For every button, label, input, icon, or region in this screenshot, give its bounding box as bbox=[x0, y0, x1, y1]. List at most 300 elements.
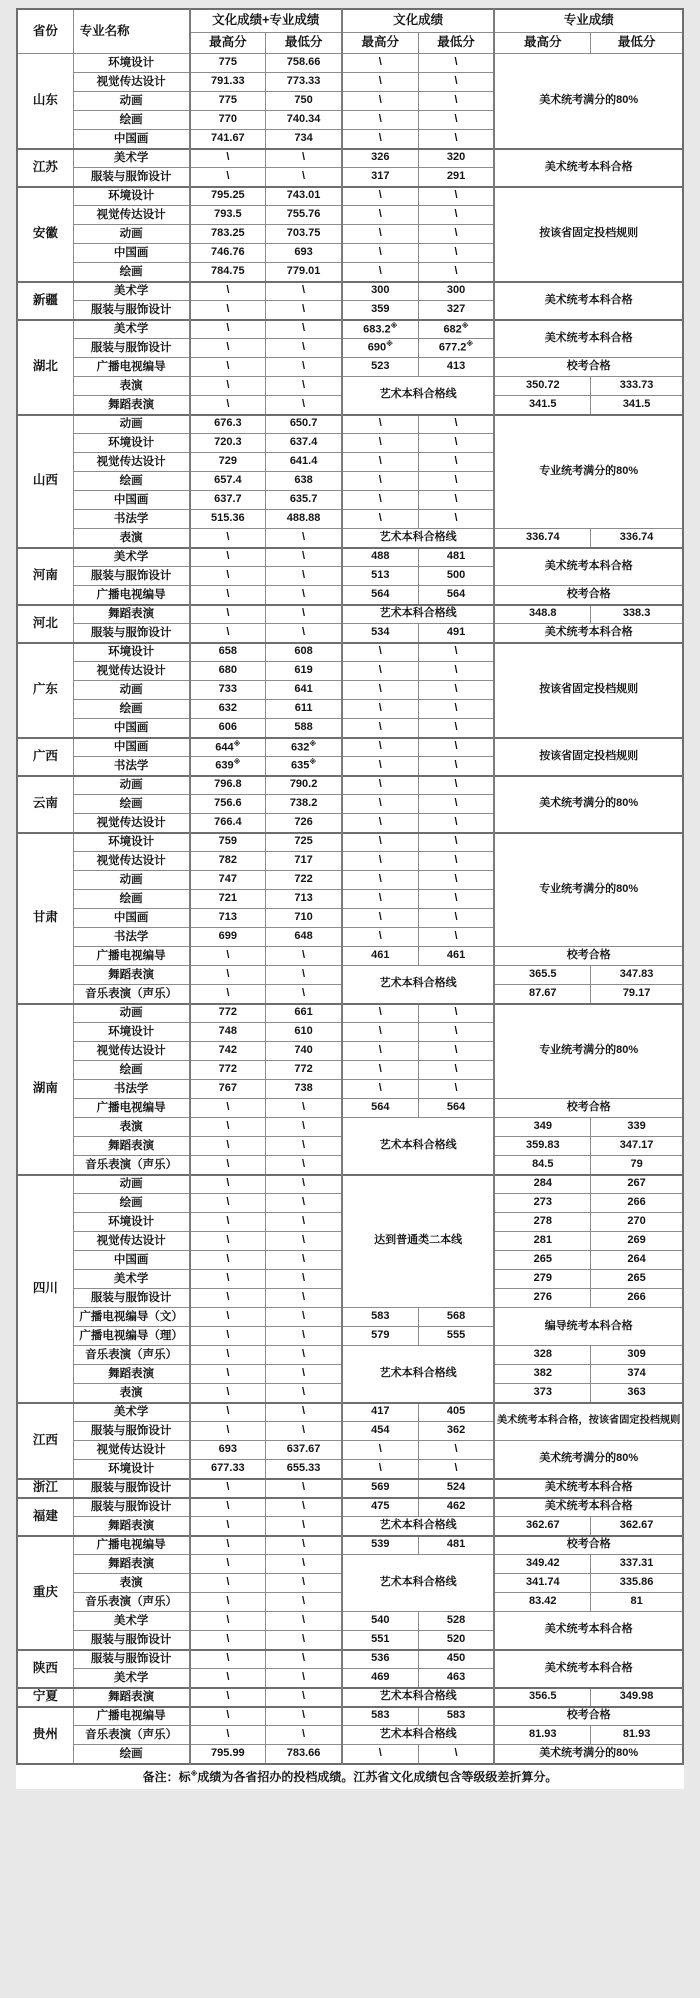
culture-high-cell: \ bbox=[342, 757, 418, 776]
merged-culture-note-cell: 艺术本科合格线 bbox=[342, 605, 494, 624]
culture-low-cell: \ bbox=[418, 833, 494, 852]
major-low-cell: 349.98 bbox=[591, 1688, 683, 1707]
culture-high-cell: 488 bbox=[342, 548, 418, 567]
culture-low-cell: \ bbox=[418, 1004, 494, 1023]
major-name-cell: 中国画 bbox=[73, 738, 189, 757]
combined-high-cell: 693 bbox=[190, 1441, 266, 1460]
combined-high-cell: \ bbox=[190, 282, 266, 301]
culture-low-cell: \ bbox=[418, 415, 494, 434]
culture-low-cell: \ bbox=[418, 738, 494, 757]
culture-high-cell: \ bbox=[342, 54, 418, 73]
combined-low-cell: \ bbox=[266, 1612, 342, 1631]
combined-high-cell: 767 bbox=[190, 1080, 266, 1099]
province-major-note-cell: 专业统考满分的80% bbox=[494, 833, 683, 947]
major-low-cell: 79.17 bbox=[591, 985, 683, 1004]
major-name-cell: 动画 bbox=[73, 681, 189, 700]
culture-high-cell: 683.2※ bbox=[342, 320, 418, 339]
combined-high-cell: 796.8 bbox=[190, 776, 266, 795]
major-note-cell: 美术统考本科合格 bbox=[494, 1479, 683, 1498]
combined-high-cell: 676.3 bbox=[190, 415, 266, 434]
major-name-cell: 中国画 bbox=[73, 719, 189, 738]
culture-low-cell: \ bbox=[418, 700, 494, 719]
table-row bbox=[17, 1004, 683, 1023]
combined-low-cell: \ bbox=[266, 1517, 342, 1536]
major-low-cell: 374 bbox=[591, 1365, 683, 1384]
combined-high-cell: 742 bbox=[190, 1042, 266, 1061]
major-low-cell: 336.74 bbox=[591, 529, 683, 548]
culture-high-cell: \ bbox=[342, 111, 418, 130]
major-name-cell: 动画 bbox=[73, 1004, 189, 1023]
culture-low-cell: \ bbox=[418, 187, 494, 206]
culture-high-cell: 300 bbox=[342, 282, 418, 301]
major-name-cell: 视觉传达设计 bbox=[73, 814, 189, 833]
culture-high-cell: \ bbox=[342, 73, 418, 92]
culture-low-cell: \ bbox=[418, 852, 494, 871]
culture-high-cell: 579 bbox=[342, 1327, 418, 1346]
major-name-cell: 广播电视编导 bbox=[73, 358, 189, 377]
major-name-cell: 美术学 bbox=[73, 149, 189, 168]
culture-low-cell: \ bbox=[418, 130, 494, 149]
combined-high-cell: \ bbox=[190, 548, 266, 567]
major-name-cell: 视觉传达设计 bbox=[73, 1232, 189, 1251]
combined-high-cell: 791.33 bbox=[190, 73, 266, 92]
major-name-cell: 环境设计 bbox=[73, 833, 189, 852]
culture-low-cell: \ bbox=[418, 662, 494, 681]
combined-low-cell: \ bbox=[266, 624, 342, 643]
major-low-cell: 338.3 bbox=[591, 605, 683, 624]
footer-text: 成绩为各省招办的投档成绩。江苏省文化成绩包含等级级差折算分。 bbox=[197, 1769, 558, 1784]
combined-high-cell: 733 bbox=[190, 681, 266, 700]
culture-low-cell: 450 bbox=[418, 1650, 494, 1669]
table-row bbox=[17, 1441, 683, 1460]
culture-low-cell: 520 bbox=[418, 1631, 494, 1650]
header-combined-high: 最高分 bbox=[190, 33, 266, 54]
combined-low-cell: \ bbox=[266, 1099, 342, 1118]
combined-low-cell: \ bbox=[266, 168, 342, 187]
combined-low-cell: \ bbox=[266, 1650, 342, 1669]
combined-high-cell: \ bbox=[190, 1555, 266, 1574]
major-low-cell: 363 bbox=[591, 1384, 683, 1403]
culture-low-cell: 564 bbox=[418, 586, 494, 605]
major-low-cell: 266 bbox=[591, 1194, 683, 1213]
combined-low-cell: 619 bbox=[266, 662, 342, 681]
combined-low-cell: 610 bbox=[266, 1023, 342, 1042]
major-name-cell: 服装与服饰设计 bbox=[73, 339, 189, 358]
combined-high-cell: \ bbox=[190, 1175, 266, 1194]
culture-low-cell: \ bbox=[418, 263, 494, 282]
combined-low-cell: \ bbox=[266, 396, 342, 415]
culture-low-cell: \ bbox=[418, 795, 494, 814]
combined-low-cell: \ bbox=[266, 149, 342, 168]
combined-high-cell: \ bbox=[190, 1498, 266, 1517]
major-name-cell: 美术学 bbox=[73, 1612, 189, 1631]
table-row bbox=[17, 1517, 683, 1536]
major-name-cell: 美术学 bbox=[73, 1270, 189, 1289]
combined-low-cell: \ bbox=[266, 947, 342, 966]
combined-high-cell: 741.67 bbox=[190, 130, 266, 149]
major-high-cell: 350.72 bbox=[494, 377, 590, 396]
table-row bbox=[17, 738, 683, 757]
combined-high-cell: 759 bbox=[190, 833, 266, 852]
major-low-cell: 81.93 bbox=[591, 1726, 683, 1745]
culture-low-cell: 568 bbox=[418, 1308, 494, 1327]
culture-low-cell: 461 bbox=[418, 947, 494, 966]
major-high-cell: 365.5 bbox=[494, 966, 590, 985]
culture-high-cell: \ bbox=[342, 1061, 418, 1080]
major-name-cell: 音乐表演（声乐） bbox=[73, 1346, 189, 1365]
culture-high-cell: 326 bbox=[342, 149, 418, 168]
major-note-cell: 校考合格 bbox=[494, 1099, 683, 1118]
merged-culture-note-cell: 艺术本科合格线 bbox=[342, 1118, 494, 1175]
culture-high-cell: \ bbox=[342, 1080, 418, 1099]
combined-low-cell: 611 bbox=[266, 700, 342, 719]
province-cell: 浙江 bbox=[17, 1479, 73, 1498]
combined-low-cell: \ bbox=[266, 1726, 342, 1745]
table-row bbox=[17, 833, 683, 852]
combined-low-cell: \ bbox=[266, 1175, 342, 1194]
major-name-cell: 舞蹈表演 bbox=[73, 1137, 189, 1156]
combined-low-cell: 725 bbox=[266, 833, 342, 852]
combined-low-cell: \ bbox=[266, 1213, 342, 1232]
combined-low-cell: \ bbox=[266, 567, 342, 586]
major-name-cell: 中国画 bbox=[73, 130, 189, 149]
combined-low-cell: 632※ bbox=[266, 738, 342, 757]
major-name-cell: 舞蹈表演 bbox=[73, 1365, 189, 1384]
culture-high-cell: 583 bbox=[342, 1707, 418, 1726]
combined-high-cell: \ bbox=[190, 358, 266, 377]
major-high-cell: 265 bbox=[494, 1251, 590, 1270]
major-name-cell: 绘画 bbox=[73, 1061, 189, 1080]
major-name-cell: 书法学 bbox=[73, 510, 189, 529]
combined-high-cell: 747 bbox=[190, 871, 266, 890]
major-name-cell: 绘画 bbox=[73, 700, 189, 719]
province-major-note-cell: 美术统考本科合格 bbox=[494, 282, 683, 320]
combined-low-cell: 738 bbox=[266, 1080, 342, 1099]
culture-high-cell: \ bbox=[342, 909, 418, 928]
culture-low-cell: 481 bbox=[418, 548, 494, 567]
combined-low-cell: \ bbox=[266, 282, 342, 301]
culture-high-cell: 539 bbox=[342, 1536, 418, 1555]
major-name-cell: 环境设计 bbox=[73, 434, 189, 453]
culture-high-cell: \ bbox=[342, 662, 418, 681]
culture-low-cell: \ bbox=[418, 510, 494, 529]
culture-low-cell: 682※ bbox=[418, 320, 494, 339]
major-high-cell: 284 bbox=[494, 1175, 590, 1194]
major-low-cell: 333.73 bbox=[591, 377, 683, 396]
combined-high-cell: 795.99 bbox=[190, 1745, 266, 1764]
major-note-cell: 校考合格 bbox=[494, 358, 683, 377]
merged-culture-note-cell: 艺术本科合格线 bbox=[342, 966, 494, 1004]
combined-high-cell: \ bbox=[190, 168, 266, 187]
major-name-cell: 绘画 bbox=[73, 1194, 189, 1213]
major-name-cell: 动画 bbox=[73, 1175, 189, 1194]
header-province: 省份 bbox=[17, 9, 73, 54]
major-high-cell: 336.74 bbox=[494, 529, 590, 548]
combined-low-cell: 790.2 bbox=[266, 776, 342, 795]
major-low-cell: 347.17 bbox=[591, 1137, 683, 1156]
combined-high-cell: \ bbox=[190, 624, 266, 643]
culture-low-cell: \ bbox=[418, 453, 494, 472]
major-name-cell: 视觉传达设计 bbox=[73, 662, 189, 681]
major-name-cell: 视觉传达设计 bbox=[73, 453, 189, 472]
combined-high-cell: \ bbox=[190, 339, 266, 358]
combined-low-cell: 641 bbox=[266, 681, 342, 700]
province-cell: 广西 bbox=[17, 738, 73, 776]
combined-low-cell: \ bbox=[266, 1574, 342, 1593]
major-low-cell: 335.86 bbox=[591, 1574, 683, 1593]
major-name-cell: 服装与服饰设计 bbox=[73, 567, 189, 586]
culture-high-cell: 551 bbox=[342, 1631, 418, 1650]
table-row bbox=[17, 1099, 683, 1118]
major-name-cell: 服装与服饰设计 bbox=[73, 624, 189, 643]
major-name-cell: 表演 bbox=[73, 1384, 189, 1403]
combined-low-cell: 755.76 bbox=[266, 206, 342, 225]
combined-low-cell: 588 bbox=[266, 719, 342, 738]
culture-low-cell: 481 bbox=[418, 1536, 494, 1555]
major-name-cell: 表演 bbox=[73, 377, 189, 396]
major-name-cell: 服装与服饰设计 bbox=[73, 1650, 189, 1669]
admission-scores-table bbox=[16, 8, 684, 1765]
combined-low-cell: \ bbox=[266, 1555, 342, 1574]
major-name-cell: 书法学 bbox=[73, 928, 189, 947]
culture-low-cell: \ bbox=[418, 1460, 494, 1479]
culture-low-cell: 463 bbox=[418, 1669, 494, 1688]
culture-low-cell: \ bbox=[418, 757, 494, 776]
culture-high-cell: 469 bbox=[342, 1669, 418, 1688]
combined-high-cell: \ bbox=[190, 149, 266, 168]
major-note-cell: 校考合格 bbox=[494, 1707, 683, 1726]
culture-low-cell: 327 bbox=[418, 301, 494, 320]
combined-high-cell: \ bbox=[190, 1593, 266, 1612]
table-row bbox=[17, 1308, 683, 1327]
combined-low-cell: \ bbox=[266, 1536, 342, 1555]
table-body bbox=[17, 54, 683, 1764]
culture-low-cell: \ bbox=[418, 1023, 494, 1042]
combined-high-cell: \ bbox=[190, 1365, 266, 1384]
score-mark-icon: ※ bbox=[309, 740, 317, 748]
province-cell: 云南 bbox=[17, 776, 73, 833]
province-cell: 河北 bbox=[17, 605, 73, 643]
culture-high-cell: 583 bbox=[342, 1308, 418, 1327]
major-low-cell: 266 bbox=[591, 1289, 683, 1308]
combined-low-cell: \ bbox=[266, 1669, 342, 1688]
major-name-cell: 服装与服饰设计 bbox=[73, 1479, 189, 1498]
major-high-cell: 279 bbox=[494, 1270, 590, 1289]
combined-low-cell: 726 bbox=[266, 814, 342, 833]
table-row bbox=[17, 1346, 683, 1365]
major-name-cell: 视觉传达设计 bbox=[73, 852, 189, 871]
culture-low-cell: \ bbox=[418, 1745, 494, 1764]
combined-high-cell: \ bbox=[190, 947, 266, 966]
combined-high-cell: \ bbox=[190, 985, 266, 1004]
merged-culture-note-cell: 艺术本科合格线 bbox=[342, 1555, 494, 1612]
combined-low-cell: \ bbox=[266, 1289, 342, 1308]
culture-high-cell: \ bbox=[342, 852, 418, 871]
major-name-cell: 广播电视编导（文） bbox=[73, 1308, 189, 1327]
combined-low-cell: \ bbox=[266, 1156, 342, 1175]
culture-low-cell: \ bbox=[418, 491, 494, 510]
combined-low-cell: \ bbox=[266, 339, 342, 358]
major-high-cell: 349.42 bbox=[494, 1555, 590, 1574]
culture-high-cell: \ bbox=[342, 681, 418, 700]
culture-low-cell: 362 bbox=[418, 1422, 494, 1441]
major-name-cell: 广播电视编导 bbox=[73, 1536, 189, 1555]
combined-high-cell: \ bbox=[190, 1270, 266, 1289]
combined-high-cell: \ bbox=[190, 377, 266, 396]
table-row bbox=[17, 1650, 683, 1669]
culture-low-cell: \ bbox=[418, 472, 494, 491]
combined-low-cell: 717 bbox=[266, 852, 342, 871]
province-cell: 江苏 bbox=[17, 149, 73, 187]
combined-low-cell: \ bbox=[266, 1593, 342, 1612]
combined-high-cell: 766.4 bbox=[190, 814, 266, 833]
culture-low-cell: 291 bbox=[418, 168, 494, 187]
culture-high-cell: 569 bbox=[342, 1479, 418, 1498]
combined-high-cell: \ bbox=[190, 1156, 266, 1175]
combined-high-cell: 770 bbox=[190, 111, 266, 130]
combined-low-cell: \ bbox=[266, 1327, 342, 1346]
combined-low-cell: 710 bbox=[266, 909, 342, 928]
table-row bbox=[17, 1612, 683, 1631]
culture-high-cell: \ bbox=[342, 890, 418, 909]
combined-low-cell: \ bbox=[266, 358, 342, 377]
culture-high-cell: \ bbox=[342, 871, 418, 890]
table-row bbox=[17, 586, 683, 605]
major-name-cell: 服装与服饰设计 bbox=[73, 168, 189, 187]
culture-low-cell: \ bbox=[418, 92, 494, 111]
combined-high-cell: 644※ bbox=[190, 738, 266, 757]
culture-high-cell: \ bbox=[342, 92, 418, 111]
combined-high-cell: \ bbox=[190, 1137, 266, 1156]
table-row bbox=[17, 947, 683, 966]
combined-low-cell: 641.4 bbox=[266, 453, 342, 472]
major-note-cell: 美术统考本科合格 bbox=[494, 1498, 683, 1517]
culture-high-cell: \ bbox=[342, 263, 418, 282]
combined-high-cell: \ bbox=[190, 1327, 266, 1346]
combined-low-cell: 655.33 bbox=[266, 1460, 342, 1479]
culture-high-cell: 564 bbox=[342, 586, 418, 605]
combined-high-cell: 775 bbox=[190, 92, 266, 111]
combined-low-cell: 648 bbox=[266, 928, 342, 947]
table-row bbox=[17, 548, 683, 567]
combined-high-cell: \ bbox=[190, 1194, 266, 1213]
major-high-cell: 341.74 bbox=[494, 1574, 590, 1593]
header-culture-low: 最低分 bbox=[418, 33, 494, 54]
culture-low-cell: 491 bbox=[418, 624, 494, 643]
table-row bbox=[17, 1118, 683, 1137]
major-high-cell: 87.67 bbox=[494, 985, 590, 1004]
culture-low-cell: \ bbox=[418, 890, 494, 909]
major-high-cell: 362.67 bbox=[494, 1517, 590, 1536]
combined-high-cell: 772 bbox=[190, 1004, 266, 1023]
major-high-cell: 382 bbox=[494, 1365, 590, 1384]
major-name-cell: 广播电视编导（理） bbox=[73, 1327, 189, 1346]
major-low-cell: 339 bbox=[591, 1118, 683, 1137]
combined-high-cell: 720.3 bbox=[190, 434, 266, 453]
major-name-cell: 美术学 bbox=[73, 1403, 189, 1422]
major-note-cell: 校考合格 bbox=[494, 1536, 683, 1555]
combined-high-cell: \ bbox=[190, 1669, 266, 1688]
culture-low-cell: \ bbox=[418, 814, 494, 833]
province-cell: 宁夏 bbox=[17, 1688, 73, 1707]
major-name-cell: 动画 bbox=[73, 776, 189, 795]
table-head bbox=[17, 9, 683, 54]
combined-high-cell: 680 bbox=[190, 662, 266, 681]
major-name-cell: 音乐表演（声乐） bbox=[73, 1593, 189, 1612]
table-row bbox=[17, 1498, 683, 1517]
combined-low-cell: \ bbox=[266, 1194, 342, 1213]
combined-low-cell: \ bbox=[266, 1403, 342, 1422]
table-row bbox=[17, 529, 683, 548]
major-name-cell: 绘画 bbox=[73, 795, 189, 814]
merged-culture-note-cell: 达到普通类二本线 bbox=[342, 1175, 494, 1308]
table-row bbox=[17, 320, 683, 339]
score-mark-icon: ※ bbox=[466, 341, 474, 349]
combined-low-cell: \ bbox=[266, 1688, 342, 1707]
major-high-cell: 281 bbox=[494, 1232, 590, 1251]
combined-high-cell: 784.75 bbox=[190, 263, 266, 282]
combined-low-cell: \ bbox=[266, 605, 342, 624]
province-cell: 安徽 bbox=[17, 187, 73, 282]
table-row bbox=[17, 1536, 683, 1555]
province-cell: 山东 bbox=[17, 54, 73, 149]
culture-low-cell: \ bbox=[418, 434, 494, 453]
major-name-cell: 舞蹈表演 bbox=[73, 966, 189, 985]
combined-high-cell: \ bbox=[190, 1650, 266, 1669]
major-low-cell: 81 bbox=[591, 1593, 683, 1612]
province-major-note-cell: 专业统考满分的80% bbox=[494, 1004, 683, 1099]
major-name-cell: 绘画 bbox=[73, 1745, 189, 1764]
table-row bbox=[17, 377, 683, 396]
combined-low-cell: \ bbox=[266, 1498, 342, 1517]
major-note-cell: 美术统考满分的80% bbox=[494, 1745, 683, 1764]
major-name-cell: 服装与服饰设计 bbox=[73, 1631, 189, 1650]
combined-low-cell: \ bbox=[266, 1270, 342, 1289]
combined-low-cell: \ bbox=[266, 320, 342, 339]
combined-high-cell: 657.4 bbox=[190, 472, 266, 491]
combined-high-cell: \ bbox=[190, 1726, 266, 1745]
header-group-combined: 文化成绩+专业成绩 bbox=[190, 9, 342, 33]
culture-low-cell: \ bbox=[418, 871, 494, 890]
score-mark-icon: ※ bbox=[390, 322, 398, 330]
province-cell: 四川 bbox=[17, 1175, 73, 1403]
culture-low-cell: \ bbox=[418, 776, 494, 795]
province-major-note-cell: 专业统考满分的80% bbox=[494, 415, 683, 529]
major-low-cell: 79 bbox=[591, 1156, 683, 1175]
combined-high-cell: 756.6 bbox=[190, 795, 266, 814]
major-name-cell: 舞蹈表演 bbox=[73, 396, 189, 415]
major-note-cell: 美术统考本科合格，按该省固定投档规则 bbox=[494, 1403, 683, 1441]
major-note-cell: 校考合格 bbox=[494, 586, 683, 605]
culture-high-cell: 475 bbox=[342, 1498, 418, 1517]
culture-high-cell: \ bbox=[342, 187, 418, 206]
combined-high-cell: \ bbox=[190, 396, 266, 415]
combined-high-cell: 677.33 bbox=[190, 1460, 266, 1479]
merged-culture-note-cell: 艺术本科合格线 bbox=[342, 1346, 494, 1403]
province-cell: 陕西 bbox=[17, 1650, 73, 1688]
table-row bbox=[17, 1745, 683, 1764]
province-cell: 湖南 bbox=[17, 1004, 73, 1175]
major-name-cell: 广播电视编导 bbox=[73, 586, 189, 605]
province-major-note-cell: 美术统考本科合格 bbox=[494, 320, 683, 358]
combined-low-cell: \ bbox=[266, 1346, 342, 1365]
table-row bbox=[17, 966, 683, 985]
merged-culture-note-cell: 艺术本科合格线 bbox=[342, 377, 494, 415]
major-name-cell: 动画 bbox=[73, 92, 189, 111]
header-major-low: 最低分 bbox=[591, 33, 683, 54]
major-low-cell: 264 bbox=[591, 1251, 683, 1270]
combined-low-cell: \ bbox=[266, 548, 342, 567]
